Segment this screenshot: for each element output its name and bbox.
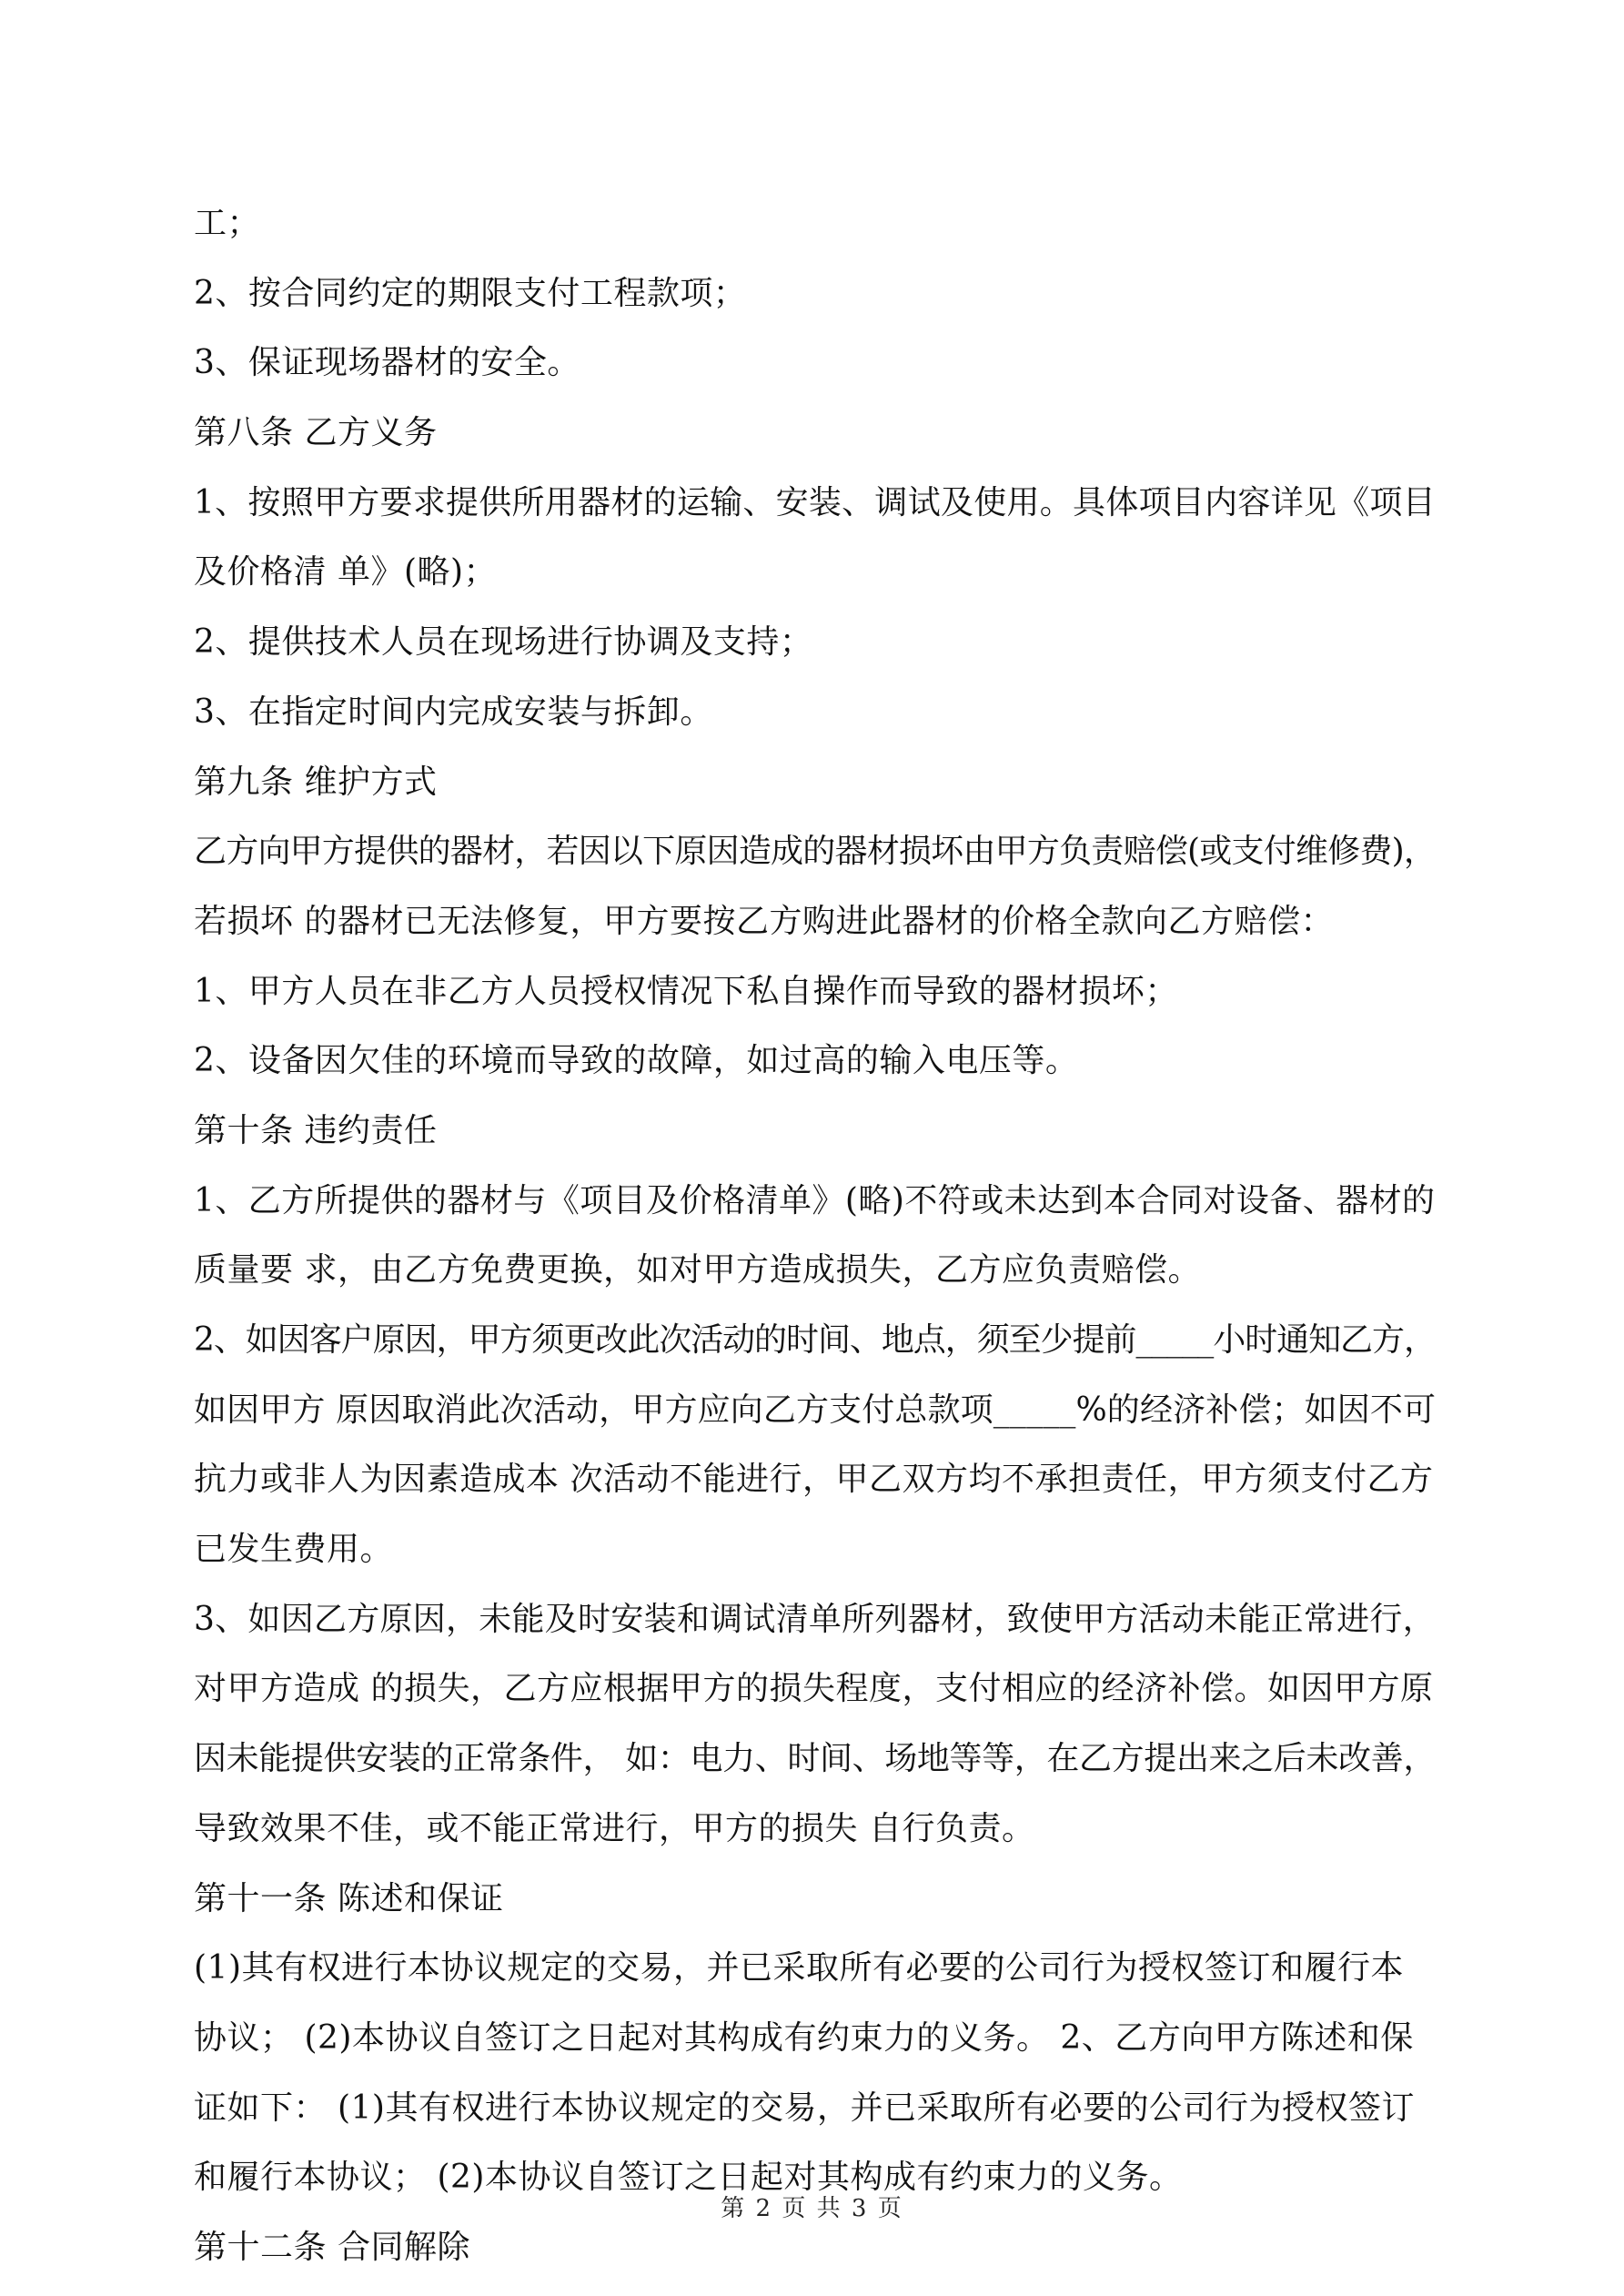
text-line: 2、如因客户原因，甲方须更改此次活动的时间、地点，须至少提前_____小时通知乙方，	[194, 1321, 1436, 1359]
text-line: 协议； (2)本协议自签订之日起对其构成有约束力的义务。 2、乙方向甲方陈述和保	[194, 2018, 1414, 2057]
text-line: 2、设备因欠佳的环境而导致的故障，如过高的输入电压等。	[194, 1042, 1079, 1080]
text-line: 第十二条 合同解除	[194, 2228, 470, 2266]
text-line: 3、保证现场器材的安全。	[194, 344, 580, 382]
text-line: 因未能提供安装的正常条件， 如：电力、时间、场地等等，在乙方提出来之后未改善，	[194, 1740, 1436, 1778]
text-line: (1)其有权进行本协议规定的交易，并已采取所有必要的公司行为授权签订和履行本	[194, 1949, 1404, 1988]
text-line: 3、如因乙方原因，未能及时安装和调试清单所列器材，致使甲方活动未能正常进行，	[194, 1600, 1436, 1638]
text-line: 如因甲方 原因取消此次活动，甲方应向乙方支付总款项_____%的经济补偿；如因不可	[194, 1391, 1437, 1429]
text-line: 1、按照甲方要求提供所用器材的运输、安装、调试及使用。具体项目内容详见《项目	[194, 483, 1436, 521]
text-line: 导致效果不佳，或不能正常进行，甲方的损失 自行负责。	[194, 1809, 1035, 1847]
text-line: 已发生费用。	[194, 1531, 394, 1569]
text-line: 1、甲方人员在非乙方人员授权情况下私自操作而导致的器材损坏；	[194, 972, 1178, 1010]
text-line: 2、按合同约定的期限支付工程款项；	[194, 274, 747, 312]
text-line: 和履行本协议； (2)本协议自签订之日起对其构成有约束力的义务。	[194, 2159, 1183, 2197]
text-line: 第十一条 陈述和保证	[194, 1879, 504, 1917]
text-line: 抗力或非人为因素造成本 次活动不能进行，甲乙双方均不承担责任，甲方须支付乙方	[194, 1461, 1434, 1499]
text-line: 对甲方造成 的损失，乙方应根据甲方的损失程度，支付相应的经济补偿。如因甲方原	[194, 1670, 1434, 1708]
text-line: 工；	[194, 205, 261, 242]
text-line: 证如下： (1)其有权进行本协议规定的交易，并已采取所有必要的公司行为授权签订	[194, 2089, 1415, 2127]
text-line: 若损坏 的器材已无法修复，甲方要按乙方购进此器材的价格全款向乙方赔偿：	[194, 902, 1334, 940]
page-footer: 第 2 页 共 3 页	[721, 2195, 903, 2222]
text-line: 质量要 求，由乙方免费更换，如对甲方造成损失，乙方应负责赔偿。	[194, 1251, 1201, 1290]
text-line: 第九条 维护方式	[194, 763, 438, 801]
text-line: 第十条 违约责任	[194, 1111, 438, 1149]
text-line: 及价格清 单》(略)；	[194, 553, 498, 592]
text-line: 乙方向甲方提供的器材，若因以下原因造成的器材损坏由甲方负责赔偿(或支付维修费)，	[194, 833, 1437, 871]
text-line: 3、在指定时间内完成安装与拆卸。	[194, 693, 713, 731]
text-line: 第八条 乙方义务	[194, 414, 438, 452]
text-line: 2、提供技术人员在现场进行协调及支持；	[194, 623, 813, 662]
text-line: 1、乙方所提供的器材与《项目及价格清单》(略)不符或未达到本合同对设备、器材的	[194, 1181, 1436, 1219]
document-body	[194, 189, 1436, 2283]
